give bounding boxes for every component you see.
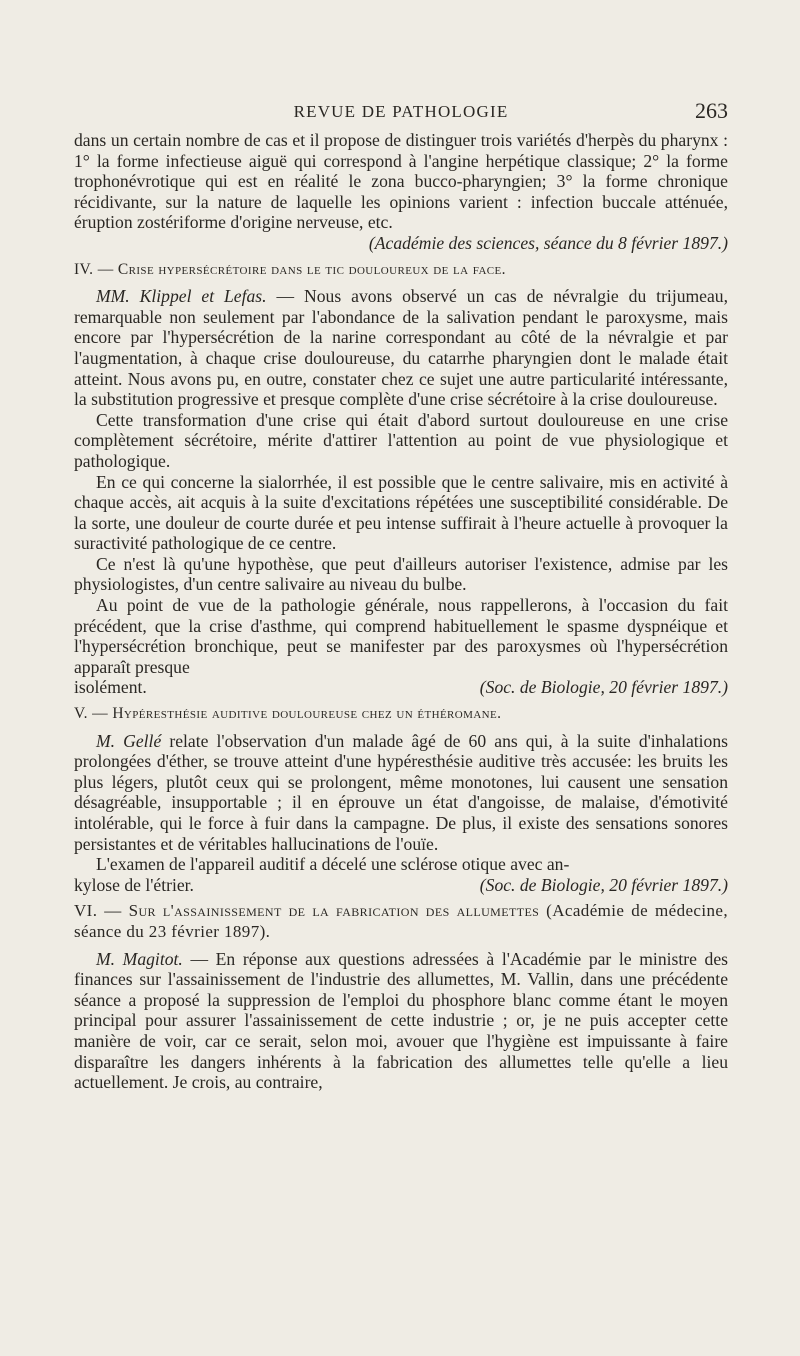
section-iv-citation: (Soc. de Biologie, 20 février 1897.) (479, 677, 728, 698)
page-number: 263 (695, 98, 728, 123)
section-iv-p4: Ce n'est là qu'une hypothèse, que peut d'ailleurs autoriser l'existence, admise par les physiologistes, d'un centre salivaire au niveau du bulbe. (74, 553, 728, 595)
section-iv-p2: Cette transformation d'une crise qui était d'abord surtout douloureuse en une crise complètement sécrétoire, mérite d'attirer l'attention au point de vue physiologique et pathologique. (74, 409, 728, 471)
section-v-p2-last: kylose de l'étrier. (74, 874, 194, 895)
section-v-author: M. Gellé (96, 730, 162, 751)
section-v-heading (74, 704, 728, 725)
section-vi-title: Sur l'assainissement de la fabrication des allumettes (128, 901, 540, 921)
section-v-p1: M. Gellé relate l'observation d'un malade âgé de 60 ans qui, à la suite d'inhalations prolongées d'éther, se trouve atteint d'une hypéresthésie auditive très accusée: les bruits les plus légers, plutôt ceux qui se prolongent, même monotones, lui causent une sensation désagréable, insupportable ; il en éprouve un état d'angoisse, de malaise, d'émotivité intolérable, qui le force à fuir dans la campagne. De plus, il existe des sensations sonores persistantes et de véritables hallucinations de l'ouïe. (74, 730, 728, 854)
section-v-title: Hypéresthésie auditive douloureuse chez un éthéromane. (112, 705, 502, 723)
section-v-citation: (Soc. de Biologie, 20 février 1897.) (479, 874, 728, 895)
intro-citation: (Académie des sciences, séance du 8 février 1897.) (368, 232, 728, 253)
section-v-p2: L'examen de l'appareil auditif a décelé une sclérose otique avec an- (96, 854, 570, 875)
section-vi-author: M. Magitot. (96, 948, 183, 969)
section-iv-p3: En ce qui concerne la sialorrhée, il est possible que le centre salivaire, mis en activité à chaque accès, ait acquis à la suite d'excitations répétées une susceptibilité considérable. De la sorte, une douleur de courte durée et peu intense suffirait à l'heure actuelle à provoquer la suractivité pathologique de ce centre. (74, 471, 728, 554)
section-iv-p1: MM. Klippel et Lefas. — Nous avons observé un cas de névralgie du trijumeau, remarquable non seulement par l'abondance de la salivation pendant le paroxysme, mais encore par l'hypersécrétion de la narine correspondant au côté de la névralgie et par l'augmentation, à chaque crise douloureuse, du catarrhe pharyngien dont le malade était atteint. Nous avons pu, en outre, constater chez ce sujet une autre particularité intéressante, la substitution progressive et presque complète d'une crise sécrétoire à la crise douloureuse. (74, 286, 728, 410)
section-vi-number: VI. — (74, 901, 122, 921)
section-iv-last-line (74, 677, 728, 698)
section-v-number: V. — (74, 705, 109, 723)
section-iv-p5-last: isolément. (74, 677, 147, 698)
intro-paragraph: dans un certain nombre de cas et il propose de distinguer trois variétés d'herpès du pharynx : 1° la forme infectieuse aiguë qui correspond à l'angine herpétique classique; 2° la forme trophonévrotique qui est en réalité le zona bucco-pharyngien; 3° la forme chronique récidivante, sur la nature de laquelle les opinions varient : infection buccale atténuée, éruption zostériforme d'origine nerveuse, etc. (74, 130, 728, 233)
section-v-last-line (74, 875, 728, 896)
section-vi-p1: M. Magitot. — En réponse aux questions adressées à l'Académie par le ministre des finances sur l'assainissement de l'industrie des allumettes, M. Vallin, dans une précédente séance a proposé la suppression de l'emploi du phosphore blanc comme étant le moyen principal pour assurer l'assainissement de cette industrie ; or, je ne puis accepter cette manière de voir, car ce serait, selon moi, avouer que l'hygiène est impuissante à faire disparaître les dangers inhérents à la fabrication des allumettes telle qu'elle a lieu actuellement. Je crois, au contraire, (74, 948, 728, 1093)
section-iv-heading (74, 260, 728, 281)
section-iv-p5: Au point de vue de la pathologie générale, nous rappellerons, à l'occasion du fait précédent, que la crise d'asthme, qui comprend habituellement le spasme dyspnéique et l'hypersécrétion bronchique, peut se manifester par des paroxysmes où l'hypersécrétion apparaît presque (74, 595, 728, 677)
section-iv-number: IV. — (74, 260, 114, 278)
section-vi-heading (74, 901, 728, 942)
running-title: REVUE DE PATHOLOGIE (293, 102, 509, 121)
section-iv-authors: MM. Klippel et Lefas. (96, 286, 267, 307)
page-body (74, 130, 728, 1093)
section-iv-title: Crise hypersécrétoire dans le tic douloureux de la face. (117, 260, 506, 278)
running-header (74, 98, 728, 128)
section-vi-title-suffix: (Académie de médecine, séance du 23 février 1897). (74, 901, 728, 941)
